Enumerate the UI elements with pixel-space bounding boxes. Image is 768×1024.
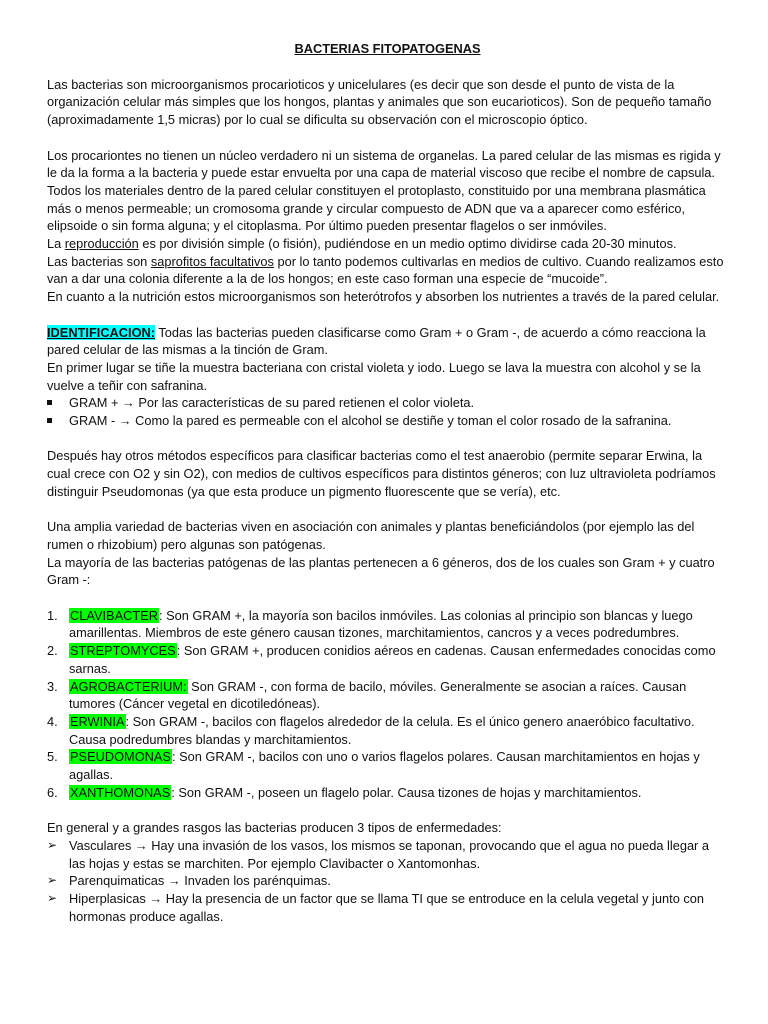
variedad-paragraph: Una amplia variedad de bacterias viven en asociación con animales y plantas beneficiándolos (por ejemplo las del rumen o rhizobium) pero algunas son patógenas. — [47, 519, 695, 552]
arrow-bullet-icon: ➢ — [47, 837, 58, 852]
genero-name: CLAVIBACTER — [70, 607, 158, 623]
list-item: ➢ Hiperplasicas → Hay la presencia de un factor que se llama TI que se entroduce en la celula vegetal y junto con hormonas produce agallas. — [47, 890, 704, 924]
mayoria-paragraph: La mayoría de las bacterias patógenas de las plantas pertenecen a 6 géneros, dos de los cuales son Gram + y cuatro Gram -: — [47, 554, 715, 588]
genero-item-streptomyces: 2. STREPTOMYCES: Son GRAM +, producen conidios aéreos en cadenas. Causan enfermedades conocidas como sarnas. — [47, 643, 716, 676]
genero-name: STREPTOMYCES — [70, 643, 176, 659]
saprofitos-paragraph: Las bacterias son saprofitos facultativos por lo tanto podemos cultivarlas en medios de cultivo. Cuando realizamos esto van a dar una colonia diferente a la de los hongos; en este caso forman una especie de “mucoide”. — [47, 253, 724, 287]
square-bullet-icon — [47, 400, 52, 405]
identificacion-paragraph: IDENTIFICACION: Todas las bacterias pueden clasificarse como Gram + o Gram -, de acuerdo a cómo reacciona la pared celular de las mismas a la tinción de Gram. — [47, 324, 706, 358]
list-item: GRAM - → Como la pared es permeable con el alcohol se destiñe y toman el color rosado de la safranina. — [47, 412, 728, 430]
tincion-paragraph: En primer lugar se tiñe la muestra bacteriana con cristal violeta y iodo. Luego se lava la muestra con alcohol y se la vuelve a teñir con safranina. — [47, 359, 701, 393]
list-item: ➢ Vasculares → Hay una invasión de los vasos, los mismos se taponan, provocando que el agua no pueda llegar a las hojas y estas se marchiten. Por ejemplo Clavibacter o Xantomonhas. — [47, 837, 709, 871]
list-item: ➢ Parenquimaticas → Invaden los parénquimas. — [47, 873, 331, 889]
genero-name: ERWINIA — [70, 713, 125, 729]
identificacion-label: IDENTIFICACION: — [47, 324, 156, 340]
genero-item-agrobacterium: 3. AGROBACTERIUM: Son GRAM -, con forma de bacilo, móviles. Generalmente se asocian a raíces. Causan tumores (Cáncer vegetal en dicotiledóneas). — [47, 678, 687, 712]
nutricion-paragraph: En cuanto a la nutrición estos microorganismos son heterótrofos y absorben los nutrientes a través de la pared celular. — [47, 289, 720, 305]
genero-item-xanthomonas: 6. XANTHOMONAS: Son GRAM -, poseen un flagelo polar. Causa tizones de hojas y marchitamientos. — [47, 784, 642, 800]
genero-item-erwinia: 4. ERWINIA: Son GRAM -, bacilos con flagelos alrededor de la celula. Es el único genero anaeróbico facultativo. Causa podredumbres blandas y marchitamientos. — [47, 713, 695, 747]
reproduccion-term: reproducción — [64, 236, 139, 252]
genero-name: PSEUDOMONAS — [70, 749, 171, 765]
arrow-bullet-icon: ➢ — [47, 890, 58, 905]
procariontes-paragraph: Los procariontes no tienen un núcleo verdadero ni un sistema de organelas. La pared celular de las mismas es rigida y le da la forma a la bacteria y puede estar envuelta por una capa de material viscoso que recibe el nombre de capsula. Todos los materiales dentro de la pared celular constituyen el protoplasto, constituido por una membrana plasmática más o menos permeable; un cromosoma grande y circular compuesto de ADN que va a aparecer como esférico, elipsoide o sin forma alguna; y el citoplasma. Por último pueden presentar flagelos o ser inmóviles. — [47, 147, 721, 234]
arrow-bullet-icon: ➢ — [47, 873, 58, 888]
square-bullet-icon — [47, 418, 52, 423]
enfermedades-list — [47, 837, 728, 926]
genero-item-clavibacter: 1. CLAVIBACTER: Son GRAM +, la mayoría son bacilos inmóviles. Las colonias al principio son blancas y luego amarillentas. Miembros de este género causan tizones, marchitamientos, cancros y a veces podredumbres. — [47, 607, 693, 641]
genero-name: XANTHOMONAS — [70, 784, 171, 800]
intro-paragraph: Las bacterias son microorganismos procarioticos y unicelulares (es decir que son desde el punto de vista de la organización celular más simples que los hongos, plantas y animales que son eucarioticos). Son de pequeño tamaño (aproximadamente 1,5 micras) por lo cual se dificulta su observación con el microscopio óptico. — [47, 76, 712, 128]
generos-list — [47, 607, 728, 802]
genero-name: AGROBACTERIUM: — [70, 678, 187, 694]
saprofitos-term: saprofitos facultativos — [150, 253, 274, 269]
page-title: BACTERIAS FITOPATOGENAS — [294, 41, 481, 56]
list-item: GRAM + → Por las características de su pared retienen el color violeta. — [47, 394, 728, 412]
metodos-paragraph: Después hay otros métodos específicos para clasificar bacterias como el test anaerobio (permite separar Erwina, la cual crece con O2 y sin O2), con medios de cultivos específicos para distintos géneros; con luz ultravioleta podríamos distinguir Pseudomonas (ya que esta produce un pigmento fluorescente que se vería), etc. — [47, 448, 716, 499]
genero-item-pseudomonas: 5. PSEUDOMONAS: Son GRAM -, bacilos con uno o varios flagelos polares. Causan marchitamientos en hojas y agallas. — [47, 749, 700, 783]
reproduccion-line: La reproducción es por división simple (o fisión), pudiéndose en un medio optimo dividirse cada 20-30 minutos. — [47, 236, 677, 252]
enfermedades-intro: En general y a grandes rasgos las bacterias producen 3 tipos de enfermedades: — [47, 820, 502, 836]
gram-list — [47, 394, 728, 429]
